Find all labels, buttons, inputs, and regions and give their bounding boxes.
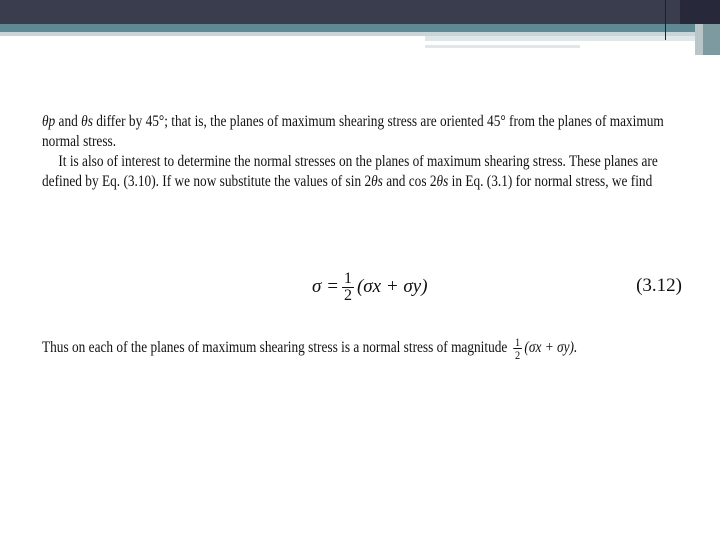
- paragraph-theta-difference: [42, 112, 682, 152]
- fraction-numerator: 1: [514, 335, 521, 349]
- paragraph-normal-stresses: [42, 152, 682, 192]
- slide-header-line: [425, 45, 580, 48]
- fraction-denominator: 2: [514, 348, 521, 362]
- theta-s-symbol: θs: [436, 173, 449, 190]
- inline-expression: (σx + σy).: [524, 339, 578, 357]
- equation-number: (3.12): [636, 275, 682, 296]
- paragraph-text: differ by 45°; that is, the planes of maximum shearing stress are oriented 45° from the planes of maximum normal stress.: [42, 113, 664, 150]
- theta-s-symbol: θs: [81, 113, 93, 130]
- equation-lhs: σ =: [312, 276, 339, 297]
- paragraph-text: Thus on each of the planes of maximum shearing stress is a normal stress of magnitude: [42, 339, 508, 357]
- slide-header-accent: [0, 24, 720, 32]
- paragraph-text: and cos 2: [382, 173, 437, 190]
- equation-fraction: [342, 271, 354, 304]
- and-word: and: [58, 113, 78, 130]
- equation-body: [312, 262, 428, 312]
- equation-3-12: [312, 262, 682, 312]
- fraction-denominator: 2: [343, 286, 352, 304]
- inline-fraction: [513, 336, 522, 361]
- theta-s-symbol: θs: [371, 173, 383, 190]
- slide-header-line: [425, 36, 720, 41]
- slide-header-bar: [0, 0, 720, 24]
- slide-body: [42, 112, 682, 192]
- fraction-numerator: 1: [343, 269, 352, 287]
- paragraph-text: in Eq. (3.1) for normal stress, we find: [448, 173, 653, 190]
- slide-header-divider: [665, 0, 666, 40]
- equation-rhs: (σx + σy): [356, 276, 428, 297]
- paragraph-magnitude: [42, 336, 682, 361]
- slide-corner-cap: [680, 0, 720, 24]
- paragraph-text: It is also of interest to determine the normal stresses on the planes of maximum shearing stress. These planes are defined by Eq. (3.10). If we now substitute the values of sin 2: [42, 153, 658, 190]
- theta-p-symbol: θp: [42, 113, 56, 130]
